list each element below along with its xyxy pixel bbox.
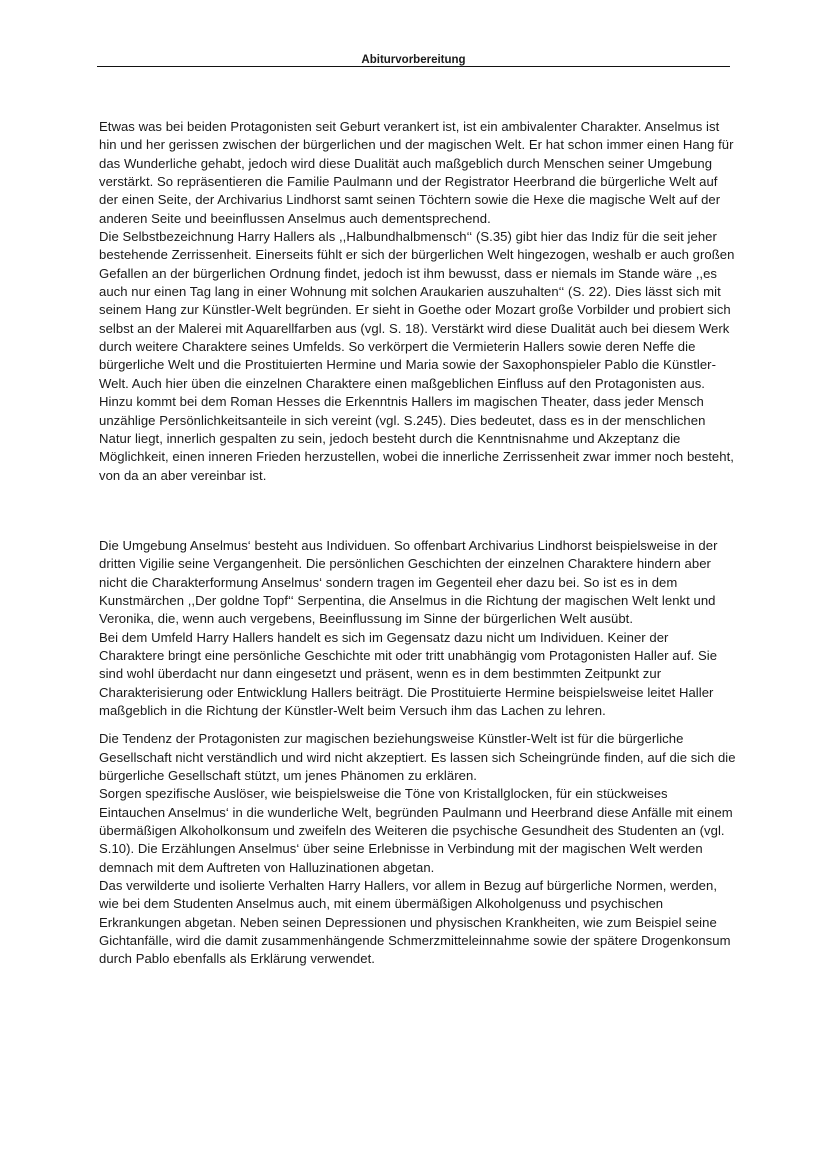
section-spacer <box>99 485 737 537</box>
header-title: Abiturvorbereitung <box>361 54 466 66</box>
paragraph-haller-verhalten: Das verwilderte und isolierte Verhalten Harry Hallers, vor allem in Bezug auf bürgerliche Normen, werden, wie bei dem Studenten Anselmus auch, mit einem übermäßigen Alkoholgenuss und psychischen Erkrankungen abgetan. Neben seinen Depressionen und physischen Krankheiten, wie zum Beispiel seine Gichtanfälle, wird die damit zusammenhängende Schmerzmitteleinnahme sowie der spätere Drogenkonsum durch Pablo ebenfalls als Erklärung verwendet. <box>99 878 731 967</box>
document-body <box>99 118 737 969</box>
paragraph-anselmus-umgebung: Die Umgebung Anselmus‘ besteht aus Individuen. So offenbart Archivarius Lindhorst beispielsweise in der dritten Vigilie seine Vergangenheit. Die persönlichen Geschichten der einzelnen Charaktere hindern aber nicht die Charakterformung Anselmus‘ sondern tragen im Gegenteil eher dazu bei. So ist es in dem Kunstmärchen ,,Der goldne Topf‘‘ Serpentina, die Anselmus in die Richtung der magischen Welt lenkt und Veronika, die, wenn auch vergebens, Beeinflussung im Sinne der bürgerlichen Welt ausübt. <box>99 537 718 627</box>
paragraph-kristallglocken: Sorgen spezifische Auslöser, wie beispielsweise die Töne von Kristallglocken, für ein stückweises Eintauchen Anselmus‘ in die wunderliche Welt, begründen Paulmann und Heerbrand diese Anfälle mit einem übermäßigen Alkoholkonsum und zweifeln des Weiteren die psychische Gesundheit des Studenten an (vgl. S.10). Die Erzählungen Anselmus‘ über seine Erlebnisse in Verbindung mit der magischen Welt werden demnach mit dem Auftreten von Halluzinationen abgetan. <box>99 786 733 875</box>
paragraph-tendenz-protagonisten: Die Tendenz der Protagonisten zur magischen beziehungsweise Künstler-Welt ist für die bürgerliche Gesellschaft nicht verständlich und wird nicht akzeptiert. Es lassen sich Scheingründe finden, auf die sich die bürgerliche Gesellschaft stützt, um jenes Phänomen zu erklären. <box>99 731 736 783</box>
section-spacer <box>99 720 737 730</box>
paragraph-haller-umfeld: Bei dem Umfeld Harry Hallers handelt es sich im Gegensatz dazu nicht um Individuen. Keiner der Charaktere bringt eine persönliche Geschichte mit oder tritt unabhängig vom Protagonisten Haller auf. Sie sind wohl überdacht nur dann eingesetzt und präsent, wenn es in dem bestimmten Zeitpunkt zur Charakterisierung oder Entwicklung Hallers beiträgt. Die Prostituierte Hermine beispielsweise leitet Haller maßgeblich in die Richtung der Künstler-Welt beim Versuch ihm das Lachen zu lehren. <box>99 629 718 718</box>
page-header <box>97 50 730 67</box>
paragraph-anselmus-ambivalence: Etwas was bei beiden Protagonisten seit Geburt verankert ist, ist ein ambivalenter Charakter. Anselmus ist hin und her gerissen zwischen der bürgerlichen und der magischen Welt. Er hat schon immer einen Hang für das Wunderliche gehabt, jedoch wird diese Dualität auch maßgeblich durch Menschen seiner Umgebung verstärkt. So repräsentieren die Familie Paulmann und der Registrator Heerbrand die bürgerliche Welt auf der einen Seite, der Archivarius Lindhorst samt seinen Töchtern sowie die Hexe die magische Welt auf der anderen Seite und beeinflussen Anselmus auch dementsprechend. <box>99 119 734 226</box>
paragraph-haller-halbundhalbmensch: Die Selbstbezeichnung Harry Hallers als ,,Halbundhalbmensch‘‘ (S.35) gibt hier das Indiz für die seit jeher bestehende Zerrissenheit. Einerseits fühlt er sich der bürgerlichen Welt hingezogen, weshalb er auch großen Gefallen an der bürgerlichen Ordnung findet, jedoch ist ihm bewusst, dass er niemals im Stande wäre ,,es auch nur einen Tag lang in einer Wohnung mit solchen Araukarien auszuhalten‘‘ (S. 22). Dies lässt sich mit seinem Hang zur Künstler-Welt begründen. Er sieht in Goethe oder Mozart große Vorbilder und probiert sich selbst an der Malerei mit Aquarellfarben aus (vgl. S. 18). Verstärkt wird diese Dualität auch bei diesem Werk durch weitere Charaktere seines Umfelds. So verkörpert die Vermieterin Hallers sowie deren Neffe die bürgerliche Welt und die Prostituierten Hermine und Maria sowie der Saxophonspieler Pablo die Künstler-Welt. Auch hier üben die einzelnen Charaktere einen maßgeblichen Einfluss auf den Protagonisten aus. Hinzu kommt bei dem Roman Hesses die Erkenntnis Hallers im magischen Theater, dass jeder Mensch unzählige Persönlichkeitsanteile in sich vereint (vgl. S.245). Dies bedeutet, dass es in der menschlichen Natur liegt, innerlich gespalten zu sein, jedoch besteht durch die Kenntnisnahme und Akzeptanz die Möglichkeit, einen inneren Frieden herzustellen, wobei die innerliche Zerrissenheit zwar immer noch besteht, von da an aber vereinbar ist. <box>99 229 735 483</box>
